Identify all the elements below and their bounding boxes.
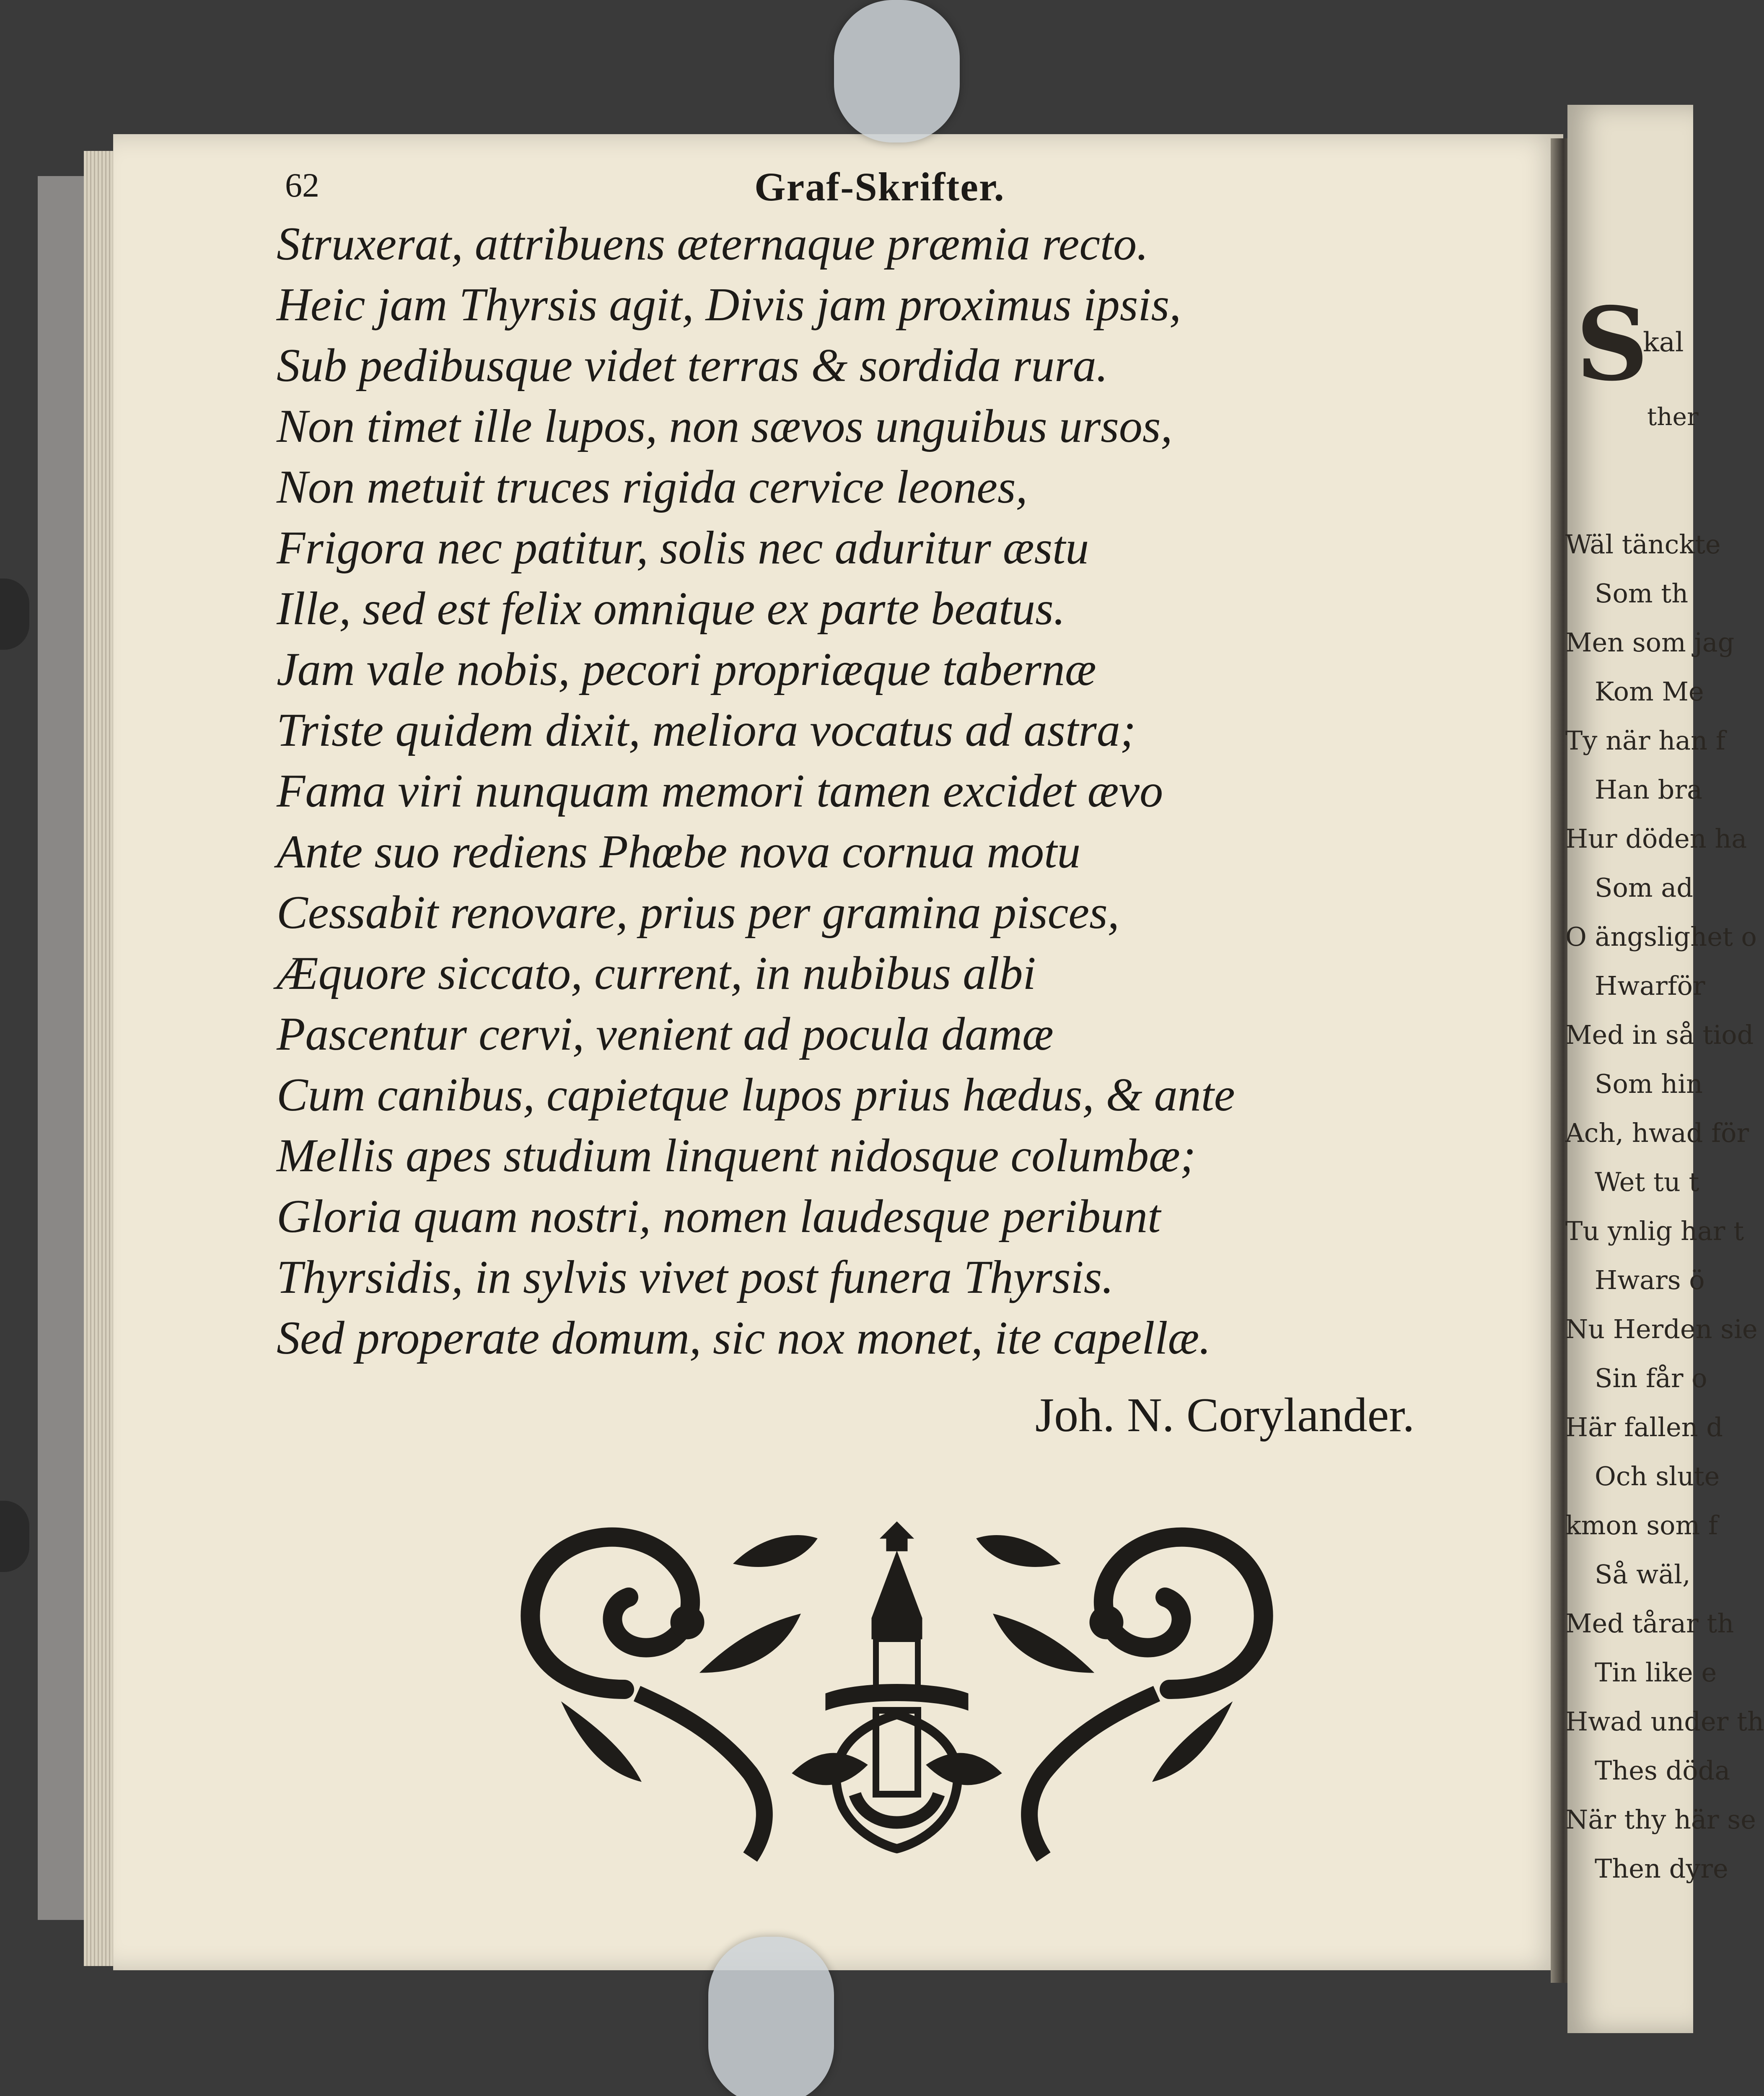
right-page-line: Som hin: [1595, 1069, 1703, 1099]
right-page-line: Hwarför: [1595, 970, 1705, 1001]
page-holder-clip: [708, 1937, 834, 2096]
right-page-line: Men som jag: [1565, 627, 1735, 658]
poem-line: Pascentur cervi, venient ad pocula damæ: [277, 1008, 1054, 1060]
poem-line: Ille, sed est felix omnique ex parte beatus.: [277, 583, 1065, 635]
poem-line: Cum canibus, capietque lupos prius hædus, & ante: [277, 1069, 1235, 1121]
poem-line: Sub pedibusque videt terras & sordida rura.: [277, 340, 1108, 392]
right-page-line: Tu ynlig har t: [1565, 1216, 1744, 1246]
right-page-line: Så wäl,: [1595, 1559, 1691, 1590]
author-signature: Joh. N. Corylander.: [1035, 1388, 1415, 1442]
right-page-line: O ängslighet o: [1565, 921, 1757, 952]
right-page-line: Här fallen d: [1565, 1412, 1723, 1442]
right-page-drop-cap: S: [1576, 285, 1649, 403]
poem-text: [277, 214, 1534, 1369]
poem-line: Sed properate domum, sic nox monet, ite capellæ.: [277, 1312, 1211, 1364]
poem-line: Frigora nec patitur, solis nec aduritur æstu: [277, 522, 1089, 574]
poem-line: Non metuit truces rigida cervice leones,: [277, 461, 1028, 513]
right-page-line: Kom Me: [1595, 676, 1704, 707]
cradle-edge: [0, 1501, 29, 1572]
poem-line: Heic jam Thyrsis agit, Divis jam proximus ipsis,: [277, 279, 1181, 331]
right-page-line: Hwad under th: [1565, 1706, 1764, 1737]
right-page-line: Med in så tiod: [1565, 1019, 1754, 1050]
right-page-line: kmon som f: [1565, 1510, 1718, 1541]
right-page-heading: kal: [1643, 327, 1684, 358]
right-page-line: Och slute: [1595, 1461, 1720, 1492]
right-page-line: Som th: [1595, 578, 1689, 609]
poem-line: Ante suo rediens Phœbe nova cornua motu: [277, 826, 1081, 878]
right-page-line: Hwars ö: [1595, 1265, 1705, 1295]
right-page-line: När thy här se: [1565, 1804, 1756, 1835]
right-page-line: Ty när han f: [1565, 725, 1725, 756]
right-page-line: Som ad: [1595, 872, 1693, 903]
poem-line: Non timet ille lupos, non sævos unguibus ursos,: [277, 400, 1173, 452]
right-page-text: [1565, 520, 1764, 1893]
right-page-line: Thes döda: [1595, 1755, 1730, 1786]
right-page-line: Wäl tänckte: [1565, 529, 1721, 560]
poem-line: Struxerat, attribuens æternaque præmia recto.: [277, 218, 1149, 270]
poem-line: Fama viri nunquam memori tamen excidet ævo: [277, 765, 1163, 817]
page-holder-clip: [834, 0, 960, 143]
right-page-line: Hur döden ha: [1565, 823, 1747, 854]
page-number: 62: [285, 166, 319, 204]
right-page-line: Tin like e: [1595, 1657, 1717, 1688]
right-page-line: Then dyre: [1595, 1853, 1728, 1884]
poem-line: Gloria quam nostri, nomen laudesque peribunt: [277, 1191, 1161, 1243]
poem-line: Æquore siccato, current, in nubibus albi: [277, 947, 1036, 999]
right-page-line: Ach, hwad för: [1565, 1118, 1749, 1148]
right-page-line: Med tårar th: [1565, 1608, 1734, 1639]
poem-line: Triste quidem dixit, meliora vocatus ad astra;: [277, 704, 1136, 756]
right-page-line: Nu Herden sie: [1565, 1314, 1758, 1344]
poem-line: Jam vale nobis, pecori propriæque tabernæ: [277, 643, 1096, 695]
right-page-line: Wet tu t: [1595, 1167, 1699, 1197]
cradle-edge: [0, 578, 29, 650]
right-page-heading-line2: ther: [1647, 402, 1699, 431]
poem-line: Mellis apes studium linquent nidosque columbæ;: [277, 1130, 1196, 1182]
right-page-line: Sin får o: [1595, 1363, 1707, 1393]
right-page-line: Han bra: [1595, 774, 1702, 805]
poem-line: Cessabit renovare, prius per gramina pisces,: [277, 887, 1119, 939]
running-head: Graf-Skrifter.: [754, 164, 1005, 209]
foliate-woodcut-ornament: [499, 1513, 1295, 1870]
poem-line: Thyrsidis, in sylvis vivet post funera Thyrsis.: [277, 1251, 1114, 1303]
